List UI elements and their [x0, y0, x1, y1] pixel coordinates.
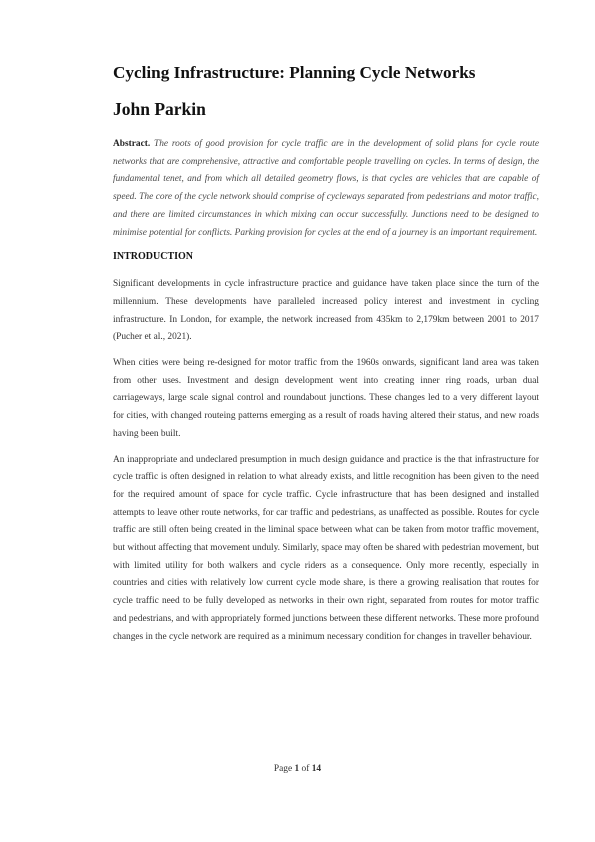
paper-author: John Parkin	[113, 99, 206, 119]
footer-page-word: Page	[273, 764, 293, 774]
body-paragraph-3: An inappropriate and undeclared presumption in much design guidance and practice is the that infrastructure for cycle traffic is often designed in relation to what already exists, and little recognition has been given to the need for the required amount of space for cycle traffic. Cycle infrastructure that has been designed and installed attempts to leave other route networks, for car traffic and pedestrians, as unaffected as possible. Routes for cycle traffic are still often being created in the liminal space between what can be taken from motor traffic movement, but without affecting that movement unduly. Similarly, space may often be shared with pedestrian movement, but with limited utility for both walkers and cycle riders as a consequence. Only more recently, especially in countries and cities with relatively low current cycle mode share, is there a growing realisation that routes for cycle traffic need to be fully developed as networks in their own right, separated from routes for motor traffic and pedestrians, and with appropriately formed junctions between these different networks. These more profound changes in the cycle network are required as a minimum necessary condition for changes in traveller behaviour.	[113, 454, 539, 642]
footer-total-pages: 14	[311, 764, 322, 774]
abstract-label: Abstract	[113, 139, 148, 149]
body-paragraph-1: Significant developments in cycle infrastructure practice and guidance have taken place since the turn of the millennium. These developments have paralleled increased policy interest and investment in cycling infrastructure. In London, for example, the network increased from 435km to 2,179km between 2001 to 2017 (Pucher et al., 2021).	[113, 279, 539, 343]
footer-current-page: 1	[294, 764, 300, 774]
footer-of-word: of	[301, 764, 310, 774]
abstract-text: The roots of good provision for cycle traffic are in the development of solid plans for cycle route networks that are comprehensive, attractive and comfortable people travelling on cycles. In terms of design, the fundamental tenet, and from which all detailed geometry flows, is that cycles are vehicles that are capable of speed. The core of the cycle network should comprise of cycleways separated from pedestrians and motor traffic, and there are limited circumstances in which mixing can occur successfully. Junctions need to be designed to minimise potential for conflicts. Parking provision for cycles at the end of a journey is an important requirement.	[113, 139, 540, 238]
abstract	[113, 136, 539, 242]
paper-title: Cycling Infrastructure: Planning Cycle Networks	[113, 63, 476, 82]
page-content	[113, 62, 539, 646]
section-heading-introduction: INTRODUCTION	[113, 251, 194, 263]
page-footer	[0, 764, 595, 774]
abstract-separator: .	[147, 139, 155, 149]
body-paragraph-2: When cities were being re-designed for motor traffic from the 1960s onwards, significant land area was taken from other uses. Investment and design development went into creating inner ring roads, urban dual carriageways, large scale signal control and roundabout junctions. These changes led to a very different layout for cities, with changed routeing patterns emerging as a result of roads having altered their status, and new roads having been built.	[113, 358, 539, 439]
